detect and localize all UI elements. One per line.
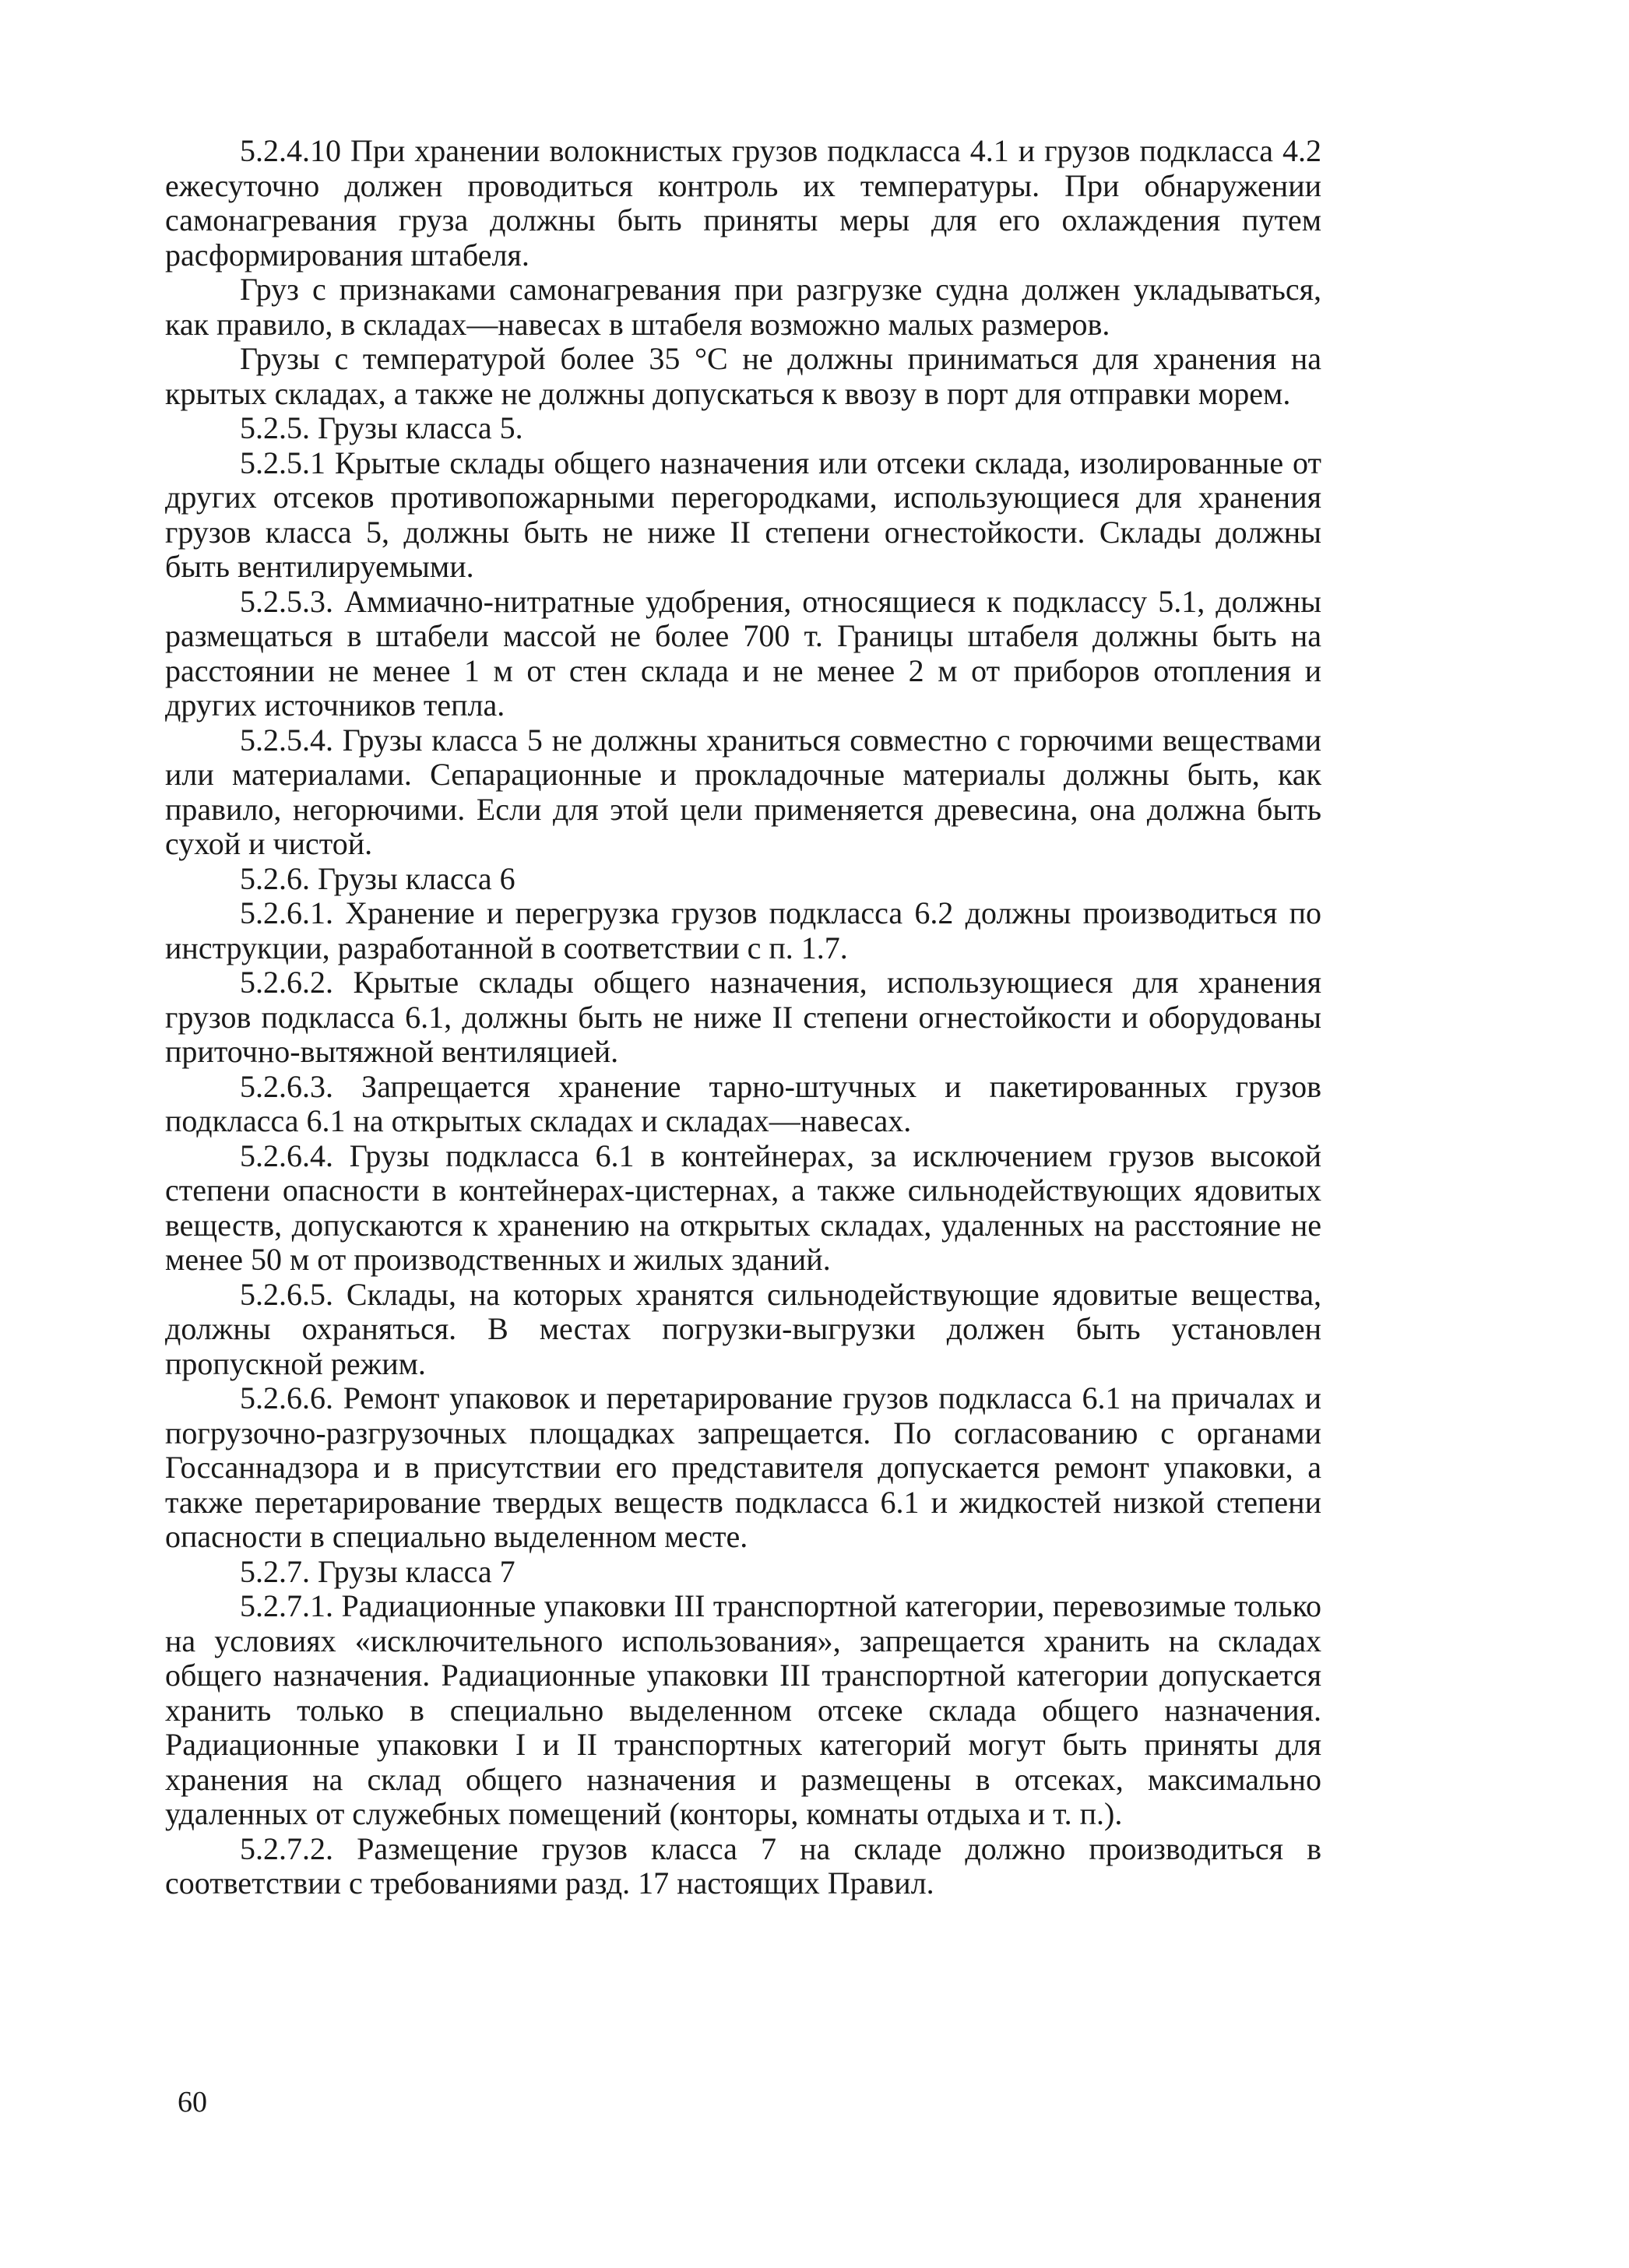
- paragraph-temperature-limit: Грузы с температурой более 35 °C не должны приниматься для хранения на крытых складах, а также не должны допускаться к ввозу в порт для отправки морем.: [165, 341, 1321, 411]
- page-number: 60: [178, 2086, 207, 2119]
- paragraph-5-2-7-2: 5.2.7.2. Размещение грузов класса 7 на складе должно производиться в соответствии с требованиями разд. 17 настоящих Правил.: [165, 1830, 1321, 1901]
- paragraph-5-2-6-3: 5.2.6.3. Запрещается хранение тарно-штучных и пакетированных грузов подкласса 6.1 на открытых складах и складах—навесах.: [165, 1068, 1321, 1138]
- paragraph-5-2-7-1: 5.2.7.1. Радиационные упаковки III транспортной категории, перевозимые только на условиях «исключительного использования», запрещается хранить на складах общего назначения. Радиационные упаковки III транспортной категории допускается хранить только в специально выделенном отсеке склада общего назначения. Радиационные упаковки I и II транспортных категорий могут быть приняты для хранения на склад общего назначения и размещены в отсеках, максимально удаленных от служебных помещений (конторы, комнаты отдыха и т. п.).: [165, 1588, 1321, 1831]
- paragraph-5-2-6-6: 5.2.6.6. Ремонт упаковок и перетарирование грузов подкласса 6.1 на причалах и погрузочно-разгрузочных площадках запрещается. По согласованию с органами Госсаннадзора и в присутствии его представителя допускается ремонт упаковки, а также перетарирование твердых веществ подкласса 6.1 и жидкостей низкой степени опасности в специально выделенном месте.: [165, 1380, 1321, 1554]
- body-text: [165, 134, 1321, 1901]
- paragraph-5-2-6-4: 5.2.6.4. Грузы подкласса 6.1 в контейнерах, за исключением грузов высокой степени опасности в контейнерах-цистернах, а также сильнодействующих ядовитых веществ, допускаются к хранению на открытых складах, удаленных на расстояние не менее 50 м от производственных и жилых зданий.: [165, 1138, 1321, 1277]
- paragraph-5-2-5-3: 5.2.5.3. Аммиачно-нитратные удобрения, относящиеся к подклассу 5.1, должны размещаться в штабели массой не более 700 т. Границы штабеля должны быть на расстоянии не менее 1 м от стен склада и не менее 2 м от приборов отопления и других источников тепла.: [165, 583, 1321, 723]
- paragraph-5-2-5-1: 5.2.5.1 Крытые склады общего назначения или отсеки склада, изолированные от других отсеков противопожарными перегородками, использующиеся для хранения грузов класса 5, должны быть не ниже II степени огнестойкости. Склады должны быть вентилируемыми.: [165, 445, 1321, 584]
- paragraph-5-2-6-5: 5.2.6.5. Склады, на которых хранятся сильнодействующие ядовитые вещества, должны охраняться. В местах погрузки-выгрузки должен быть установлен пропускной режим.: [165, 1276, 1321, 1381]
- paragraph-5-2-6-1: 5.2.6.1. Хранение и перегрузка грузов подкласса 6.2 должны производиться по инструкции, разработанной в соответствии с п. 1.7.: [165, 895, 1321, 965]
- heading-5-2-7: 5.2.7. Грузы класса 7: [240, 1553, 515, 1589]
- paragraph-5-2-4-10: 5.2.4.10 При хранении волокнистых грузов подкласса 4.1 и грузов подкласса 4.2 ежесуточно должен проводиться контроль их температуры. При обнаружении самонагревания груза должны быть приняты меры для его охлаждения путем расформирования штабеля.: [165, 133, 1321, 273]
- heading-5-2-6: 5.2.6. Грузы класса 6: [240, 860, 515, 896]
- paragraph-self-heating-cargo: Груз с признаками самонагревания при разгрузке судна должен укладываться, как правило, в складах—навесах в штабеля возможно малых размеров.: [165, 272, 1321, 342]
- paragraph-5-2-6-2: 5.2.6.2. Крытые склады общего назначения, использующиеся для хранения грузов подкласса 6.1, должны быть не ниже II степени огнестойкости и оборудованы приточно-вытяжной вентиляцией.: [165, 965, 1321, 1069]
- heading-5-2-5: 5.2.5. Грузы класса 5.: [240, 410, 523, 445]
- paragraph-5-2-5-4: 5.2.5.4. Грузы класса 5 не должны храниться совместно с горючими веществами или материалами. Сепарационные и прокладочные материалы должны быть, как правило, негорючими. Если для этой цели применяется древесина, она должна быть сухой и чистой.: [165, 722, 1321, 861]
